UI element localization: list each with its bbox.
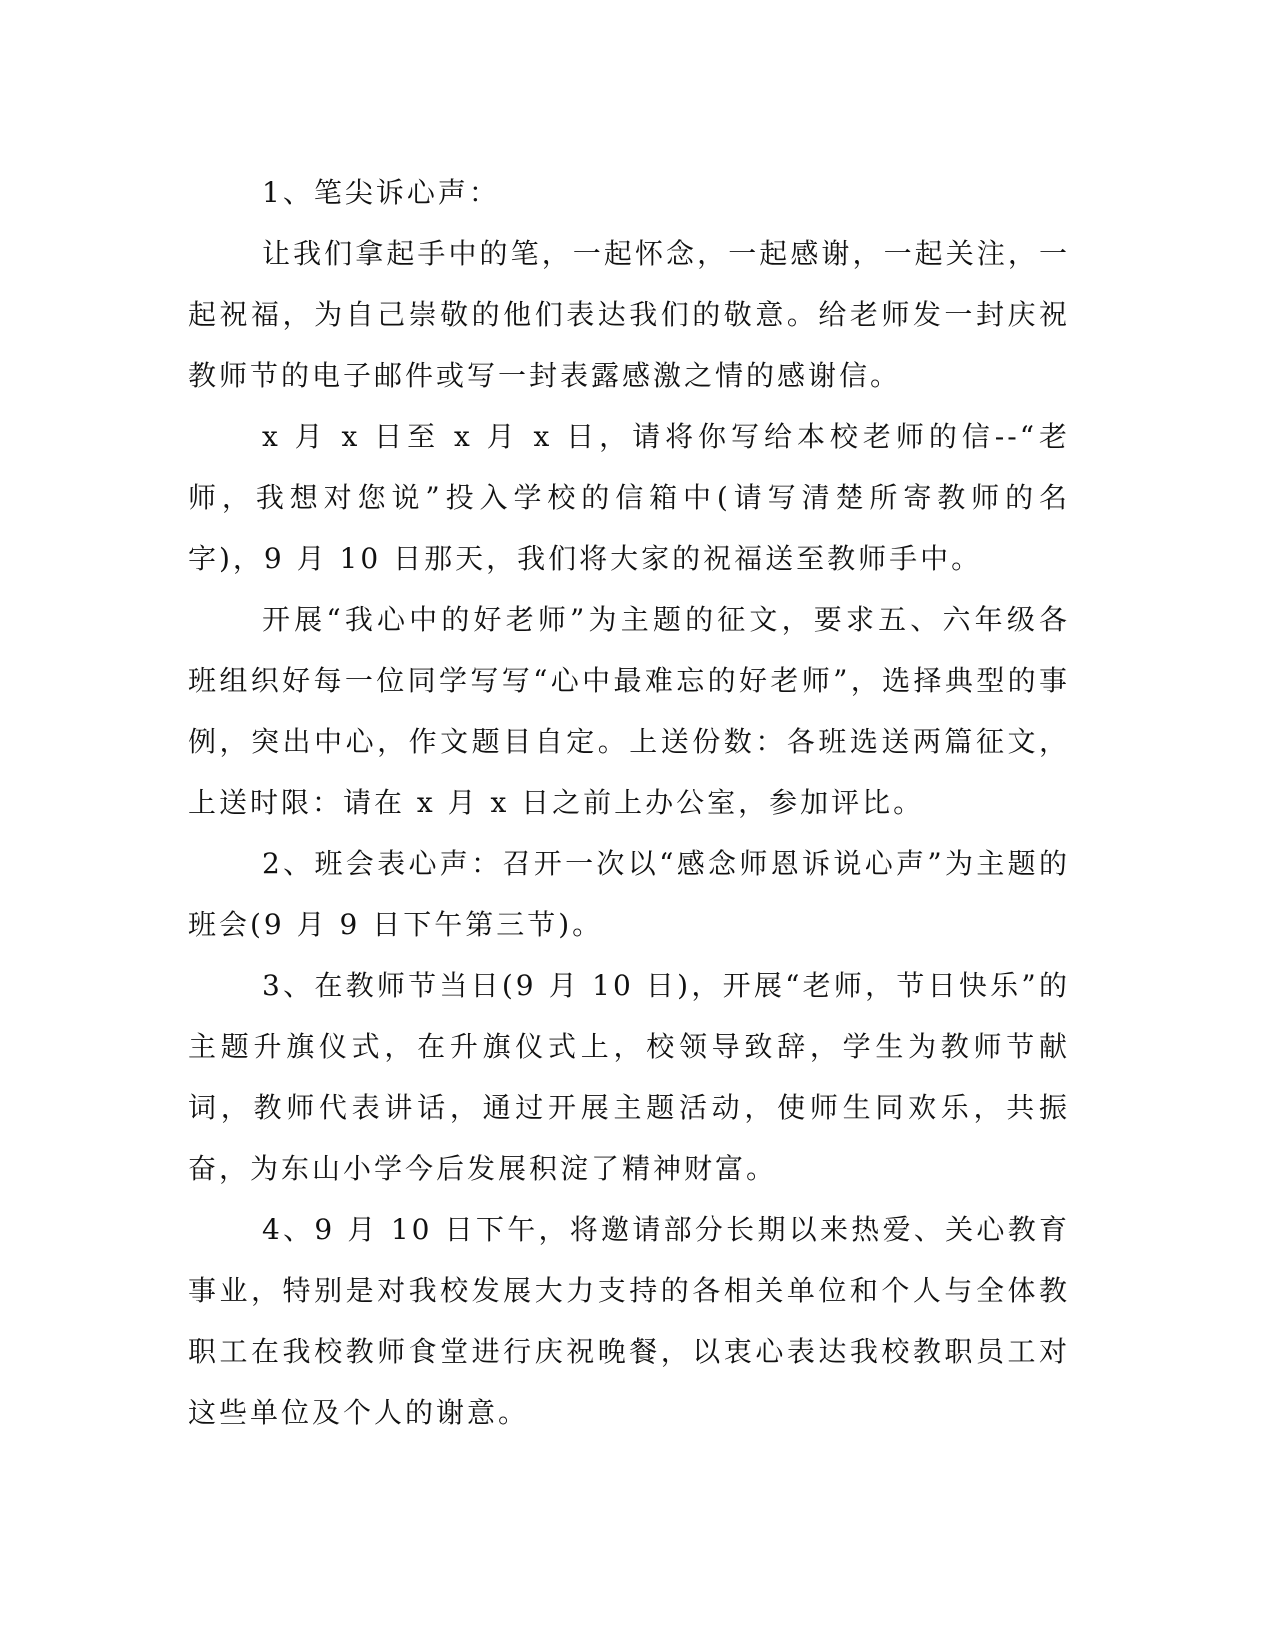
paragraph-class-meeting: 2、班会表心声：召开一次以“感念师恩诉说心声”为主题的班会(9 月 9 日下午第三节)。 <box>188 847 1070 941</box>
paragraph-celebration-dinner: 4、9 月 10 日下午，将邀请部分长期以来热爱、关心教育事业，特别是对我校发展大力支持的各相关单位和个人与全体教职工在我校教师食堂进行庆祝晚餐，以衷心表达我校教职员工对这些单位及个人的谢意。 <box>188 1213 1070 1429</box>
paragraph-flag-ceremony: 3、在教师节当日(9 月 10 日)，开展“老师，节日快乐”的主题升旗仪式，在升旗仪式上，校领导致辞，学生为教师节献词，教师代表讲话，通过开展主题活动，使师生同欢乐，共振奋，为东山小学今后发展积淀了精神财富。 <box>188 969 1070 1185</box>
paragraph-pen-intro: 让我们拿起手中的笔，一起怀念，一起感谢，一起关注，一起祝福，为自己崇敬的他们表达我们的敬意。给老师发一封庆祝教师节的电子邮件或写一封表露感激之情的感谢信。 <box>188 237 1070 392</box>
paragraph-pen-heading: 1、笔尖诉心声： <box>262 176 500 209</box>
paragraph-essay-contest: 开展“我心中的好老师”为主题的征文，要求五、六年级各班组织好每一位同学写写“心中最难忘的好老师”，选择典型的事例，突出中心，作文题目自定。上送份数：各班选送两篇征文，上送时限：请在 x 月 x 日之前上办公室，参加评比。 <box>188 603 1070 819</box>
paragraph-letter-mailbox: x 月 x 日至 x 月 x 日，请将你写给本校老师的信--“老师，我想对您说”投入学校的信箱中(请写清楚所寄教师的名字)，9 月 10 日那天，我们将大家的祝福送至教师手中。 <box>188 420 1070 575</box>
document-body <box>188 162 1070 1443</box>
